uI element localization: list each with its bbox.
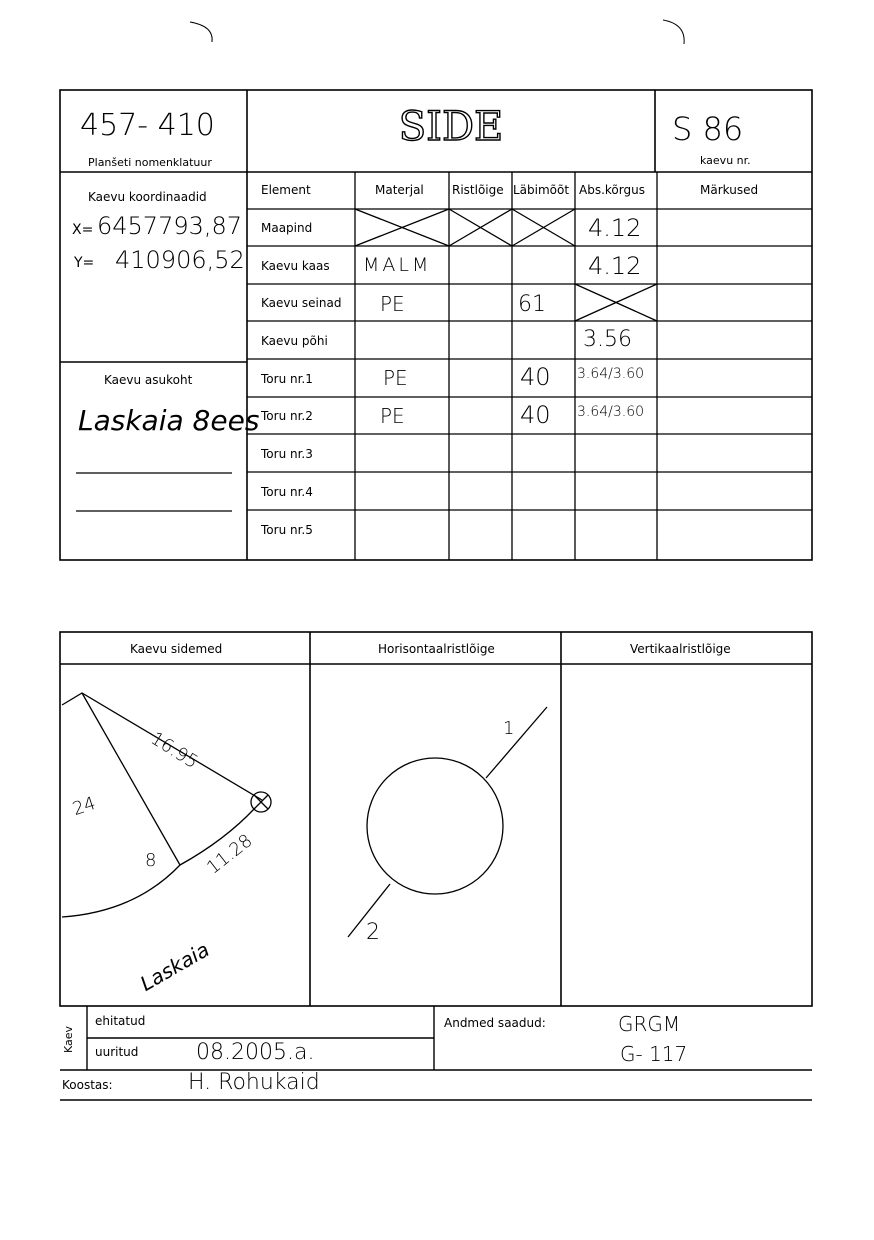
abs-cell: 3.56 — [583, 327, 632, 352]
header-markused: Märkused — [700, 183, 759, 197]
pipe-1-label: 1 — [503, 718, 515, 739]
materjal-cell: PE — [380, 292, 405, 316]
sketch-header-vertical: Vertikaalristlõige — [630, 642, 731, 656]
row-element: Kaevu põhi — [261, 334, 328, 348]
abs-cell: 3.64/3.60 — [577, 366, 645, 382]
author-label: Koostas: — [62, 1078, 113, 1092]
built-label: ehitatud — [95, 1014, 146, 1028]
labimoot-cell: 61 — [518, 292, 546, 317]
x-value: 6457793,87 — [97, 212, 243, 240]
updated-label: uuritud — [95, 1045, 139, 1059]
pipe-2-label: 2 — [366, 920, 380, 945]
data-source-value-1: GRGM — [618, 1012, 681, 1036]
sheet-label: Planšeti nomenklatuur — [88, 156, 212, 169]
row-element: Toru nr.1 — [261, 372, 313, 386]
row-element: Toru nr.4 — [261, 485, 313, 499]
x-prefix: X= — [72, 222, 94, 238]
street-label: Laskaia — [136, 937, 214, 996]
header-materjal: Materjal — [375, 183, 424, 197]
y-prefix: Y= — [74, 255, 95, 271]
dim-24: 24 — [70, 792, 99, 820]
header-abs-korgus: Abs.kõrgus — [579, 183, 645, 197]
row-element: Kaevu kaas — [261, 259, 330, 273]
form-title: SIDE — [398, 104, 504, 150]
coords-label: Kaevu koordinaadid — [88, 190, 207, 204]
dim-8: 8 — [145, 850, 157, 871]
sketch-header-horizontal: Horisontaalristlõige — [378, 642, 495, 656]
dim-16-95: 16.95 — [146, 728, 202, 774]
labimoot-cell: 40 — [520, 363, 551, 391]
updated-value: 08.2005.a. — [196, 1040, 315, 1065]
sketch-header-links: Kaevu sidemed — [130, 642, 223, 656]
data-source-value-2: G- 117 — [620, 1042, 688, 1066]
abs-cell: 4.12 — [588, 214, 642, 242]
row-element: Toru nr.3 — [261, 447, 313, 461]
location-label: Kaevu asukoht — [104, 373, 193, 387]
data-source-label: Andmed saadud: — [444, 1016, 546, 1030]
well-label: kaevu nr. — [700, 154, 751, 167]
row-element: Toru nr.2 — [261, 409, 313, 423]
abs-cell: 3.64/3.60 — [577, 404, 645, 420]
header-element: Element — [261, 183, 311, 197]
abs-cell: 4.12 — [588, 252, 642, 280]
location-value: Laskaia 8ees — [78, 404, 260, 437]
row-element: Kaevu seinad — [261, 296, 342, 310]
row-element: Toru nr.5 — [261, 523, 313, 537]
y-value: 410906,52 — [115, 246, 245, 274]
header-ristloige: Ristlõige — [452, 183, 504, 197]
row-element: Maapind — [261, 221, 313, 235]
sheet-number: 457- 410 — [80, 108, 215, 143]
materjal-cell: PE — [383, 366, 408, 390]
well-number: S 86 — [672, 110, 744, 148]
labimoot-cell: 40 — [520, 401, 551, 429]
materjal-cell: MALM — [363, 254, 432, 276]
well-side-label: Kaev — [62, 1025, 75, 1053]
dim-11-28: 11.28 — [203, 830, 257, 879]
header-labimoot: Läbimõõt — [513, 183, 570, 197]
author-value: H. Rohukaid — [188, 1070, 320, 1095]
materjal-cell: PE — [380, 404, 405, 428]
